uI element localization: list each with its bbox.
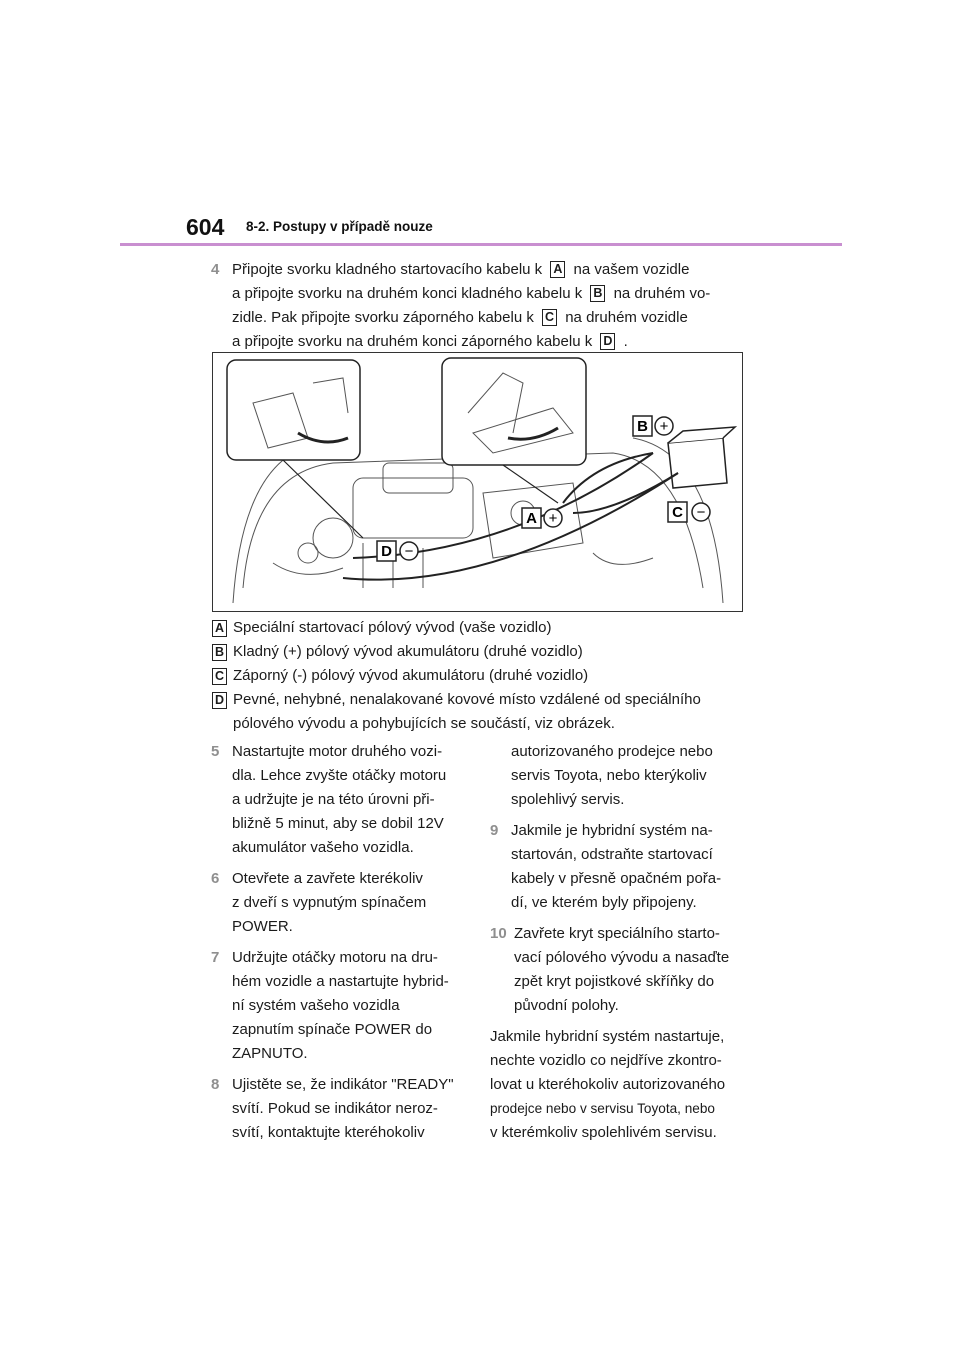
step-7 <box>211 946 463 1066</box>
figure-label-c: C <box>672 504 683 521</box>
minus-icon: − <box>696 504 706 521</box>
closing-paragraph: Jakmile hybridní systém nastartuje, nechte vozidlo co nejdříve zkontro- lovat u kteréhokoliv autorizovaného prodejce nebo v servisu Toyota, nebo v kterémkoliv spolehlivém servisu. <box>490 1028 726 1141</box>
page-number: 604 <box>186 214 225 240</box>
step-4: 4 Připojte svorku kladného startovacího kabelu k A na vašem vozidle a připojte svorku na druhém konci kladného kabelu k B na druhém vo- zidle. Pak připojte svorku záporného kabelu k C na druhém vozidle a připojte svorku na druhém konci záporného kabelu k D . <box>211 258 756 354</box>
legend-item-c: C Záporný (-) pólový vývod akumulátoru (druhé vozidlo) <box>212 664 752 688</box>
step-text: Zavřete kryt speciálního starto- vací pólového vývodu a nasaďte zpět kryt pojistkové skříňky do původní polohy. <box>514 925 730 1014</box>
engine-diagram <box>213 353 742 611</box>
plus-icon: + <box>659 418 669 435</box>
step-text: Udržujte otáčky motoru na dru- hém vozidle a nastartujte hybrid- ní systém vašeho vozidla zapnutím spínače POWER do ZAPNUTO. <box>232 949 449 1062</box>
step-10 <box>490 922 742 1018</box>
figure-label-b: B <box>637 418 648 435</box>
figure-label-a: A <box>526 510 537 527</box>
step-number: 6 <box>211 870 220 887</box>
step-number: 8 <box>211 1076 220 1093</box>
label-b-box: B <box>590 285 605 302</box>
figure-label-d: D <box>381 543 392 560</box>
right-column <box>490 740 742 1145</box>
step-text: Ujistěte se, že indikátor "READY" svítí. Pokud se indikátor neroz- svítí, kontaktujte kteréhokoliv <box>232 1076 454 1141</box>
step-text: autorizovaného prodejce nebo servis Toyota, nebo kterýkoliv spolehlivý servis. <box>511 743 713 808</box>
step-number: 9 <box>490 822 499 839</box>
header-rule <box>120 243 842 246</box>
figure-legend <box>212 616 752 736</box>
label-a-box: A <box>550 261 565 278</box>
label-c-box: C <box>542 309 557 326</box>
left-column <box>211 740 463 1152</box>
step-6 <box>211 867 463 939</box>
step-number: 7 <box>211 949 220 966</box>
step-text: Nastartujte motor druhého vozi- dla. Lehce zvyšte otáčky motoru a udržujte je na této úrovni při- bližně 5 minut, aby se dobil 12V akumulátor vašeho vozidla. <box>232 743 447 856</box>
step-5 <box>211 740 463 860</box>
engine-bay-illustration <box>212 352 743 612</box>
step-number: 5 <box>211 743 220 760</box>
step-8 <box>211 1073 463 1145</box>
label-b-box: B <box>212 644 227 661</box>
step-text: Otevřete a zavřete kterékoliv z dveří s vypnutým spínačem POWER. <box>232 870 427 935</box>
legend-item-b: B Kladný (+) pólový vývod akumulátoru (druhé vozidlo) <box>212 640 752 664</box>
legend-item-a: A Speciální startovací pólový vývod (vaše vozidlo) <box>212 616 752 640</box>
label-a-box: A <box>212 620 227 637</box>
section-title: 8-2. Postupy v případě nouze <box>246 219 433 234</box>
step-number: 4 <box>211 261 220 278</box>
legend-item-d: D Pevné, nehybné, nenalakované kovové místo vzdálené od speciálního pólového vývodu a pohybujících se součástí, viz obrázek. <box>212 688 752 736</box>
minus-icon: − <box>404 543 414 560</box>
label-c-box: C <box>212 668 227 685</box>
step-number: 10 <box>490 925 507 942</box>
step-8-continued <box>490 740 742 812</box>
plus-icon: + <box>548 510 558 527</box>
step-text: Jakmile je hybridní systém na- startován, odstraňte startovací kabely v přesně opačném pořa- dí, ve kterém byly připojeny. <box>511 822 722 911</box>
label-d-box: D <box>600 333 615 350</box>
label-d-box: D <box>212 692 227 709</box>
step-9 <box>490 819 742 915</box>
